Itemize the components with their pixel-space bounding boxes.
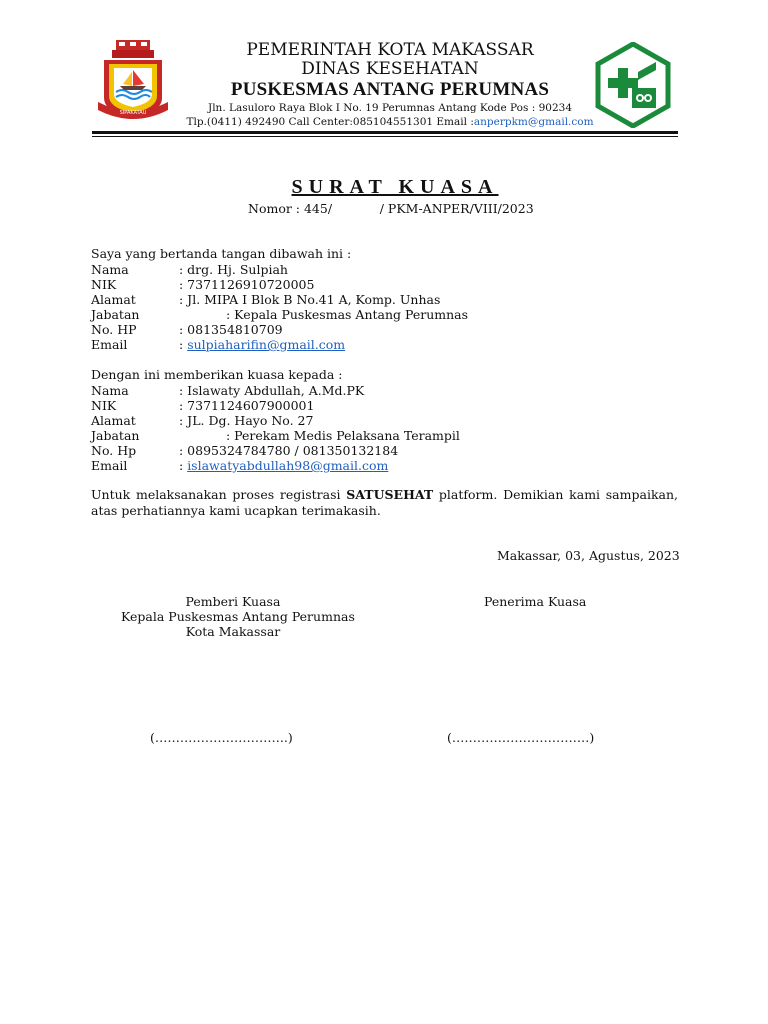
giver-intro: Saya yang bertanda tangan dibawah ini : bbox=[91, 246, 352, 261]
header-contact bbox=[180, 116, 600, 128]
receiver-value-jabatan: : Perekam Medis Pelaksana Terampil bbox=[226, 428, 460, 443]
purpose-paragraph bbox=[91, 487, 678, 519]
place-date: Makassar, 03, Agustus, 2023 bbox=[497, 548, 680, 563]
giver-value-email bbox=[179, 337, 345, 352]
receiver-label-email: Email bbox=[91, 458, 128, 473]
header-address: Jln. Lasuloro Raya Blok I No. 19 Perumnas Antang Kode Pos : 90234 bbox=[207, 102, 573, 114]
svg-text:SIPAKATAU: SIPAKATAU bbox=[119, 110, 147, 116]
letterhead-rule-thick bbox=[92, 131, 678, 134]
receiver-value-nik: : 7371124607900001 bbox=[179, 398, 315, 413]
giver-label-hp: No. HP bbox=[91, 322, 137, 337]
purpose-text-before: Untuk melaksanakan proses registrasi bbox=[91, 487, 347, 502]
city-emblem-logo bbox=[92, 38, 174, 126]
signature-left-role: Pemberi Kuasa bbox=[185, 594, 281, 609]
document-title: SURAT KUASA bbox=[291, 176, 499, 198]
header-contact-text: Tlp.(0411) 492490 Call Center:085104551301 Email : bbox=[186, 116, 474, 128]
giver-label-nama: Nama bbox=[91, 262, 129, 277]
header-institution: PUSKESMAS ANTANG PERUMNAS bbox=[230, 79, 550, 100]
signature-right-role: Penerima Kuasa bbox=[484, 594, 587, 609]
giver-label-nik: NIK bbox=[91, 277, 117, 292]
receiver-value-email bbox=[179, 458, 388, 473]
purpose-text-after: platform. Demikian kami sampaikan, atas perhatiannya kami ucapkan terimakasih. bbox=[91, 487, 678, 518]
giver-value-alamat: : Jl. MIPA I Blok B No.41 A, Komp. Unhas bbox=[179, 292, 441, 307]
giver-label-alamat: Alamat bbox=[91, 292, 136, 307]
receiver-email-colon: : bbox=[179, 458, 188, 473]
letterhead-rule-thin bbox=[92, 136, 678, 137]
receiver-label-hp: No. Hp bbox=[91, 443, 137, 458]
receiver-value-alamat: : JL. Dg. Hayo No. 27 bbox=[179, 413, 314, 428]
signature-left-position: Kepala Puskesmas Antang Perumnas bbox=[121, 609, 355, 624]
giver-email-colon: : bbox=[179, 337, 188, 352]
giver-label-email: Email bbox=[91, 337, 128, 352]
receiver-email-link[interactable]: islawatyabdullah98@gmail.com bbox=[187, 458, 389, 473]
health-ministry-logo bbox=[594, 42, 672, 128]
giver-value-nik: : 7371126910720005 bbox=[179, 277, 315, 292]
document-number: Nomor : 445/ / PKM-ANPER/VIII/2023 bbox=[248, 201, 534, 216]
receiver-value-hp: : 0895324784780 / 081350132184 bbox=[179, 443, 399, 458]
receiver-label-nama: Nama bbox=[91, 383, 129, 398]
header-department: DINAS KESEHATAN bbox=[301, 59, 479, 79]
receiver-label-nik: NIK bbox=[91, 398, 117, 413]
purpose-platform-name: SATUSEHAT bbox=[346, 487, 434, 502]
header-government: PEMERINTAH KOTA MAKASSAR bbox=[246, 40, 534, 60]
receiver-label-alamat: Alamat bbox=[91, 413, 136, 428]
signature-right-placeholder: (……………………………) bbox=[447, 730, 595, 745]
receiver-intro: Dengan ini memberikan kuasa kepada : bbox=[91, 367, 343, 382]
signature-left-placeholder: (…………………………..) bbox=[150, 730, 293, 745]
giver-value-nama: : drg. Hj. Sulpiah bbox=[179, 262, 288, 277]
header-email-link[interactable]: anperpkm@gmail.com bbox=[473, 116, 594, 128]
giver-email-link[interactable]: sulpiaharifin@gmail.com bbox=[187, 337, 346, 352]
giver-value-jabatan: : Kepala Puskesmas Antang Perumnas bbox=[226, 307, 469, 322]
signature-left-city: Kota Makassar bbox=[185, 624, 281, 639]
receiver-label-jabatan: Jabatan bbox=[91, 428, 140, 443]
giver-label-jabatan: Jabatan bbox=[91, 307, 140, 322]
receiver-value-nama: : Islawaty Abdullah, A.Md.PK bbox=[179, 383, 365, 398]
giver-value-hp: : 081354810709 bbox=[179, 322, 283, 337]
